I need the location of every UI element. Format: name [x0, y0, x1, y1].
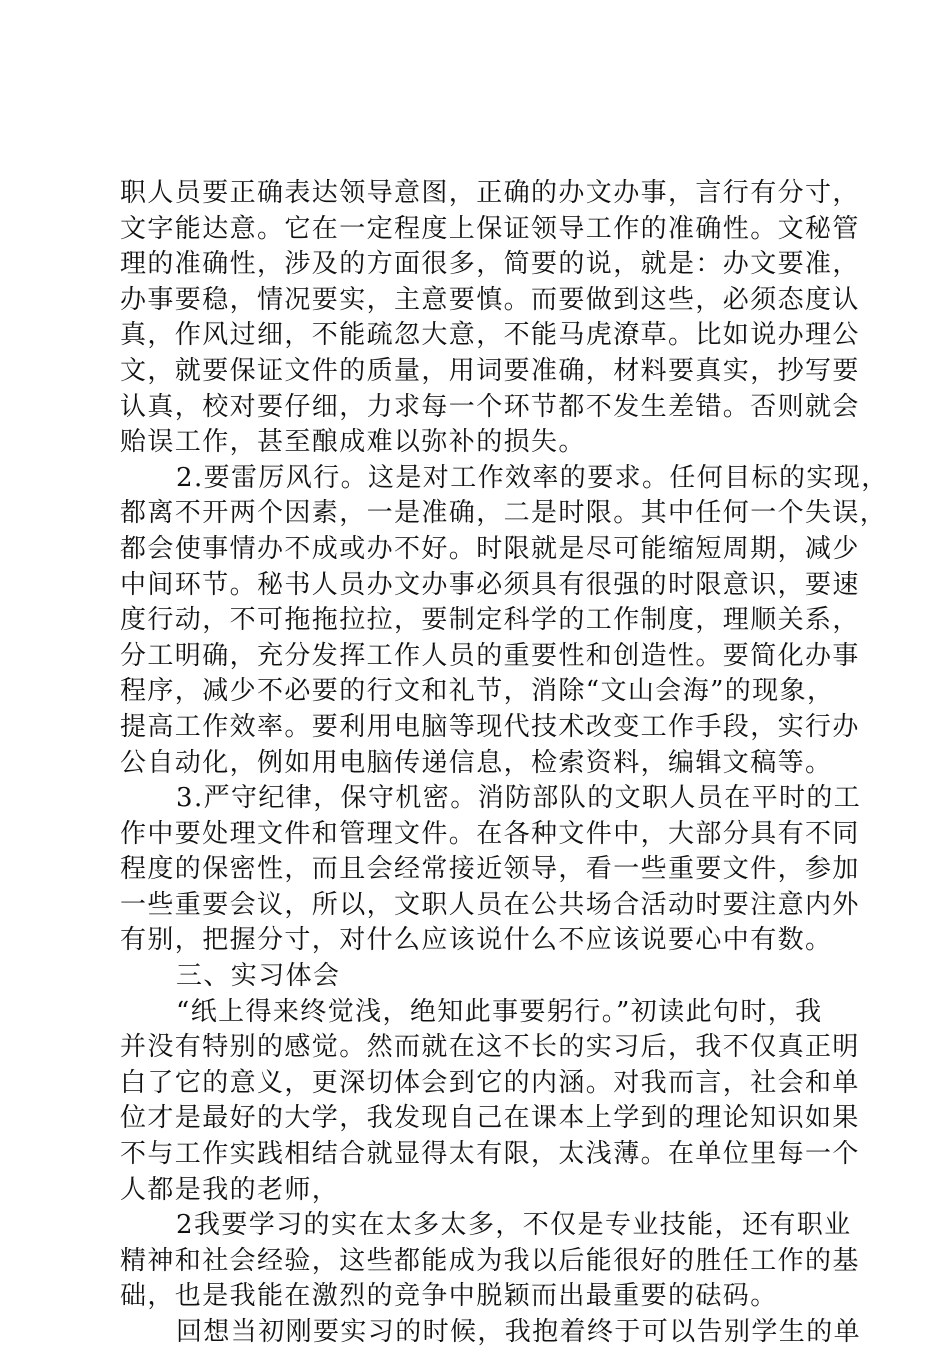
section-heading: 三、实习体会: [176, 961, 341, 992]
text-line: 办事要稳，情况要实，主意要慎。而要做到这些，必须态度认: [120, 284, 860, 315]
text-line: 都离不开两个因素，一是准确，二是时限。其中任何一个失误，: [120, 498, 888, 529]
body-text: [120, 176, 889, 1351]
text-line: 职人员要正确表达领导意图，正确的办文办事，言行有分寸，: [120, 178, 860, 208]
text-line: 并没有特别的感觉。然而就在这不长的实习后，我不仅真正明: [120, 1032, 860, 1063]
text-line: 认真，校对要仔细，力求每一个环节都不发生差错。否则就会: [120, 391, 860, 422]
text-line: 提高工作效率。要利用电脑等现代技术改变工作手段，实行办: [120, 711, 860, 742]
text-line: 人都是我的老师，: [120, 1174, 340, 1205]
text-line: 理的准确性，涉及的方面很多，简要的说，就是：办文要准，: [120, 249, 860, 280]
paragraph-first-line: 3.严守纪律，保守机密。消防部队的文职人员在平时的工: [176, 783, 862, 814]
text-line: 精神和社会经验，这些都能成为我以后能很好的胜任工作的基: [120, 1245, 860, 1276]
paragraph-first-line: “纸上得来终觉浅，绝知此事要躬行。”初读此句时，我: [176, 996, 823, 1027]
text-line: 公自动化，例如用电脑传递信息，检索资料，编辑文稿等。: [120, 747, 833, 778]
text-line: 作中要处理文件和管理文件。在各种文件中，大部分具有不同: [120, 818, 860, 849]
text-line: 础，也是我能在激烈的竞争中脱颖而出最重要的砝码。: [120, 1281, 778, 1312]
paragraph-first-line: 2.要雷厉风行。这是对工作效率的要求。任何目标的实现，: [176, 462, 889, 493]
text-line: 中间环节。秘书人员办文办事必须具有很强的时限意识，要速: [120, 569, 860, 600]
paragraph-first-line: 2我要学习的实在太多太多，不仅是专业技能，还有职业: [176, 1210, 852, 1241]
text-line: 文，就要保证文件的质量，用词要准确，材料要真实，抄写要: [120, 355, 860, 386]
text-line: 贻误工作，甚至酿成难以弥补的损失。: [120, 427, 586, 458]
text-line: 一些重要会议，所以，文职人员在公共场合活动时要注意内外: [120, 889, 860, 920]
text-line: 文字能达意。它在一定程度上保证领导工作的准确性。文秘管: [120, 213, 860, 244]
text-line: 分工明确，充分发挥工作人员的重要性和创造性。要简化办事: [120, 640, 860, 671]
paragraph-first-line: 回想当初刚要实习的时候，我抱着终于可以告别学生的单: [176, 1317, 862, 1347]
text-line: 程度的保密性，而且会经常接近领导，看一些重要文件，参加: [120, 854, 860, 885]
text-line: 真，作风过细，不能疏忽大意，不能马虎潦草。比如说办理公: [120, 320, 860, 351]
text-line: 不与工作实践相结合就显得太有限，太浅薄。在单位里每一个: [120, 1139, 860, 1170]
text-line: 白了它的意义，更深切体会到它的内涵。对我而言，社会和单: [120, 1067, 860, 1098]
text-line: 程序，减少不必要的行文和礼节，消除“文山会海”的现象，: [120, 676, 835, 707]
text-line: 都会使事情办不成或办不好。时限就是尽可能缩短周期，减少: [120, 533, 860, 564]
text-line: 有别，把握分寸，对什么应该说什么不应该说要心中有数。: [120, 925, 833, 956]
text-line: 度行动，不可拖拖拉拉，要制定科学的工作制度，理顺关系，: [120, 605, 860, 636]
text-line: 位才是最好的大学，我发现自己在课本上学到的理论知识如果: [120, 1103, 860, 1134]
